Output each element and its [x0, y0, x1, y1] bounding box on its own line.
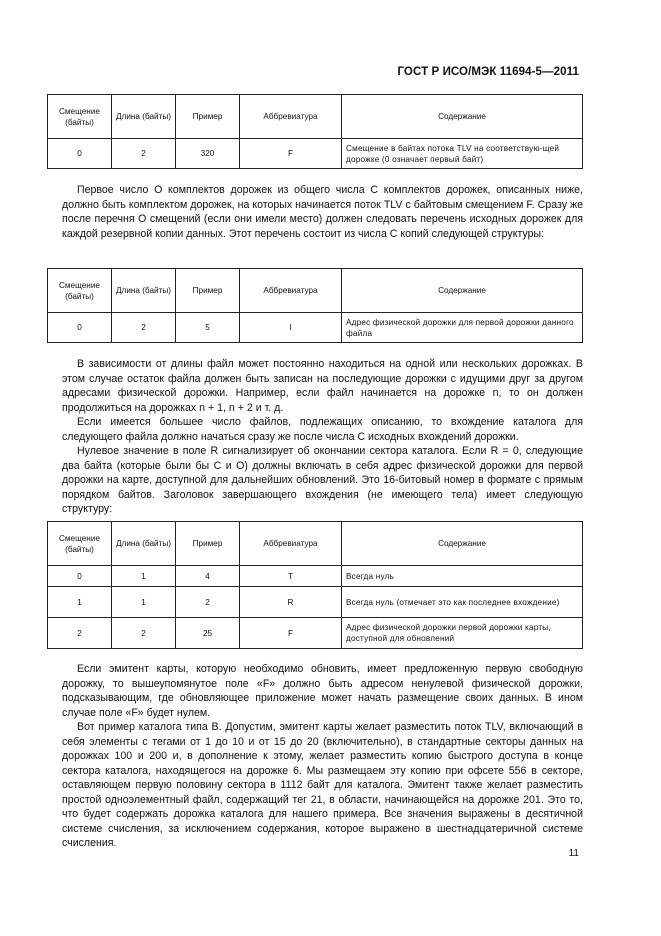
table-header-row — [48, 269, 583, 313]
column-header: Пример — [176, 95, 240, 139]
column-header: Аббревиатура — [240, 95, 342, 139]
table-cell: 2 — [48, 618, 112, 649]
table-cell: 25 — [176, 618, 240, 649]
table-row — [48, 139, 583, 169]
table-cell: Адрес физической дорожки для первой дорожки данного файла — [342, 313, 583, 343]
column-header: Длина (байты) — [112, 269, 176, 313]
paragraph-block-3 — [62, 662, 583, 851]
table-cell: F — [240, 139, 342, 169]
paragraph: Первое число O комплектов дорожек из общего числа C комплектов дорожек, описанных ниже, должно быть комплектом дорожек, на которых начинается поток TLV с байтовым смещением F. Сразу же после перечня O смещений (если они имели место) должен следовать перечень исходных дорожек для каждой резервной копии данных. Этот перечень состоит из числа C копий следующей структуры: — [62, 184, 583, 240]
paragraph: В зависимости от длины файл может постоянно находиться на одной или нескольких дорожках. В этом случае остаток файла должен быть записан на последующие дорожки с идущими друг за другом адресами физической дорожки. Например, если файл начинается на дорожке n, то он должен продолжиться на дорожках n + 1, n + 2 и т. д. — [62, 358, 583, 414]
table-cell: R — [240, 587, 342, 618]
document-header: ГОСТ Р ИСО/МЭК 11694-5—2011 — [397, 66, 579, 78]
table-cell: Адрес физической дорожки первой дорожки карты, доступной для обновлений — [342, 618, 583, 649]
table-cell: T — [240, 566, 342, 587]
table-cell: 0 — [48, 566, 112, 587]
table-header-row — [48, 95, 583, 139]
column-header: Смещение (байты) — [48, 269, 112, 313]
table-source-tracks — [47, 268, 583, 343]
column-header: Содержание — [342, 522, 583, 566]
table-cell: 4 — [176, 566, 240, 587]
table-cell: 2 — [176, 587, 240, 618]
column-header: Аббревиатура — [240, 269, 342, 313]
page-number: 11 — [568, 848, 579, 859]
table-terminal-entry — [47, 521, 583, 649]
column-header: Длина (байты) — [112, 522, 176, 566]
column-header: Смещение (байты) — [48, 522, 112, 566]
table-cell: 1 — [112, 587, 176, 618]
table-cell: Всегда нуль (отмечает это как последнее вхождение) — [342, 587, 583, 618]
table-row — [48, 313, 583, 343]
table-cell: 320 — [176, 139, 240, 169]
table-cell: 0 — [48, 313, 112, 343]
table-cell: 1 — [48, 587, 112, 618]
column-header: Содержание — [342, 269, 583, 313]
paragraph: Нулевое значение в поле R сигнализирует об окончании сектора каталога. Если R = 0, следующие два байта (которые были бы C и O) должны включать в себя адрес физической дорожки для первой дорожки на карте, доступной для дальнейших обновлений. Это 16-битовый номер в формате с прямым порядком байтов. Заголовок завершающего вхождения (не имеющего тела) имеет следующую структуру: — [62, 445, 583, 515]
column-header: Аббревиатура — [240, 522, 342, 566]
table-row — [48, 618, 583, 649]
table-cell: 1 — [112, 566, 176, 587]
column-header: Пример — [176, 522, 240, 566]
paragraph: Если имеется большее число файлов, подлежащих описанию, то вхождение каталога для следующего файла должно начаться сразу же после числа C исходных вхождений дорожки. — [62, 416, 583, 443]
table-cell: Смещение в байтах потока TLV на соответствую-щей дорожке (0 означает первый байт) — [342, 139, 583, 169]
table-cell: 2 — [112, 139, 176, 169]
column-header: Смещение (байты) — [48, 95, 112, 139]
column-header: Содержание — [342, 95, 583, 139]
paragraph: Если эмитент карты, которую необходимо обновить, имеет предложенную первую свободную дорожку, то вышеупомянутое поле «F» должно быть адресом ненулевой физической дорожки, подсказывающим, где обновляющее приложение может начать размещение своих данных. В ином случае поле «F» будет нулем. — [62, 663, 583, 719]
table-track-offset — [47, 94, 583, 169]
table-cell: 2 — [112, 313, 176, 343]
table-cell: I — [240, 313, 342, 343]
paragraph: Вот пример каталога типа B. Допустим, эмитент карты желает разместить поток TLV, включающий в себя элементы с тегами от 1 до 10 и от 15 до 20 (включительно), в стандартные секторы данных на дорожках 100 и 200 и, в дополнение к этому, желает разместить копию быстрого доступа в конце сектора каталога, находящегося на дорожке 6. Мы размещаем эту копию при офсете 556 в секторе, оставляющем первую половину сектора в 1112 байт для каталога. Эмитент также желает разместить простой одноэлементный файл, содержащий тег 21, в области, начинающейся на дорожке 201. Это то, что будет содержать дорожка каталога для нашего примера. Все значения выражены в десятичной системе счисления, за исключением содержания, которое выражено в шестнадцатеричной системе счисления. — [62, 721, 583, 849]
table-row — [48, 566, 583, 587]
table-row — [48, 587, 583, 618]
table-cell: 0 — [48, 139, 112, 169]
table-cell: Всегда нуль — [342, 566, 583, 587]
table-cell: F — [240, 618, 342, 649]
paragraph-block-1 — [62, 183, 583, 241]
column-header: Длина (байты) — [112, 95, 176, 139]
table-header-row — [48, 522, 583, 566]
paragraph-block-2 — [62, 357, 583, 517]
table-cell: 2 — [112, 618, 176, 649]
column-header: Пример — [176, 269, 240, 313]
table-cell: 5 — [176, 313, 240, 343]
